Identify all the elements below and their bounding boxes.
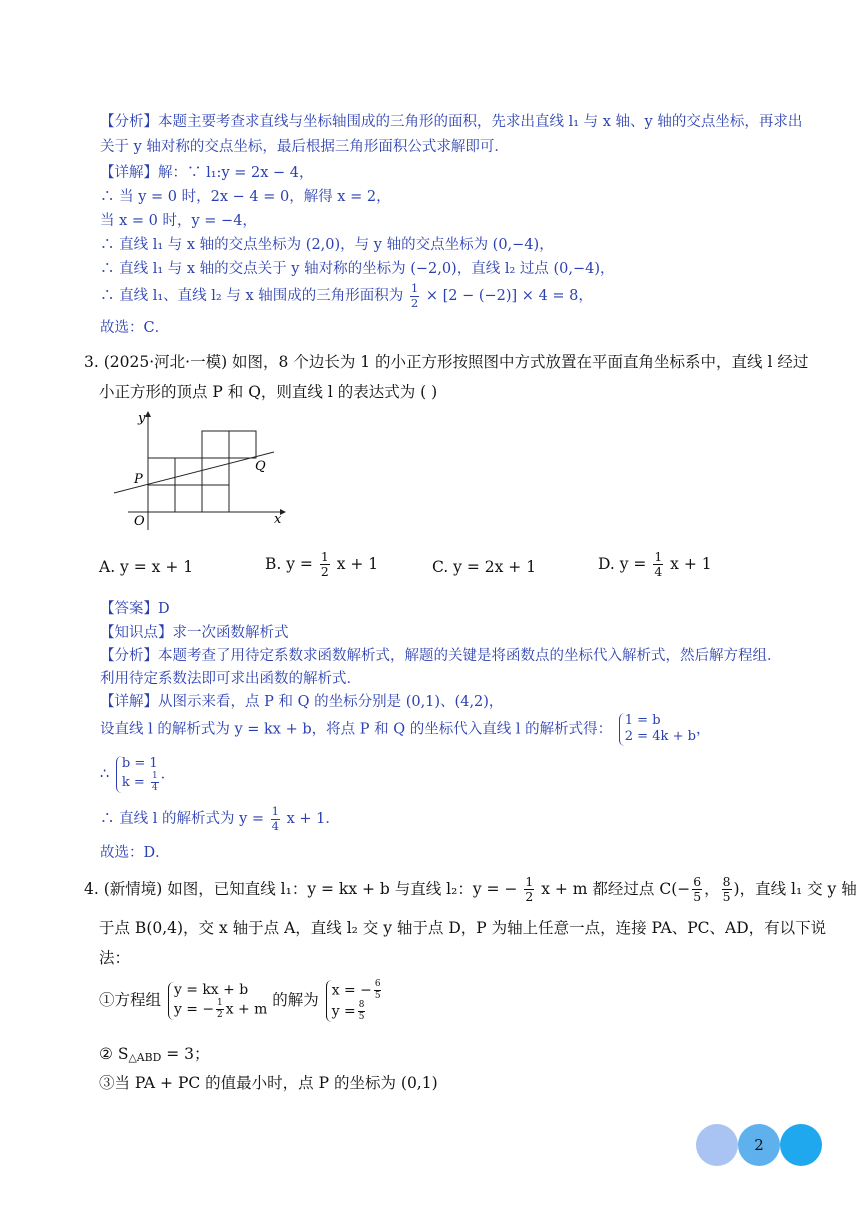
option-b-fraction: $\frac{1}{2}$ bbox=[320, 549, 329, 580]
detail-6-text: ∴ 直线 l₁、直线 l₂ 与 x 轴围成的三角形面积为 bbox=[100, 288, 404, 305]
q3-analysis-line-2: 利用待定系数法即可求出函数的解析式． bbox=[100, 671, 361, 687]
q3-detail-line-3: ∴ b = 1 k = $\frac{1}{4}$ ． bbox=[100, 756, 176, 794]
choose-line: 故选：C． bbox=[100, 320, 170, 336]
analysis-line-1: 【分析】本题主要考查求直线与坐标轴围成的三角形的面积，先求出直线 l₁ 与 x 轴、y 轴的交点坐标，再求出 bbox=[100, 114, 803, 130]
page-number: 2 bbox=[754, 1136, 764, 1154]
option-c: C. y = 2x + 1 bbox=[432, 558, 537, 576]
detail-line-5: ∴ 直线 l₁ 与 x 轴的交点关于 y 轴对称的坐标为 (−2,0)，直线 l₂ 过点 (0,−4)， bbox=[100, 261, 615, 277]
q4-stem-line-1: 4. (新情境) 如图，已知直线 l₁：y = kx + b 与直线 l₂：y = − $\frac{1}{2}$ x + m 都经过点 C(− $\frac{6}{5}$ ， $\frac{8}{5}$ )，直线 l₁ 交 y 轴 bbox=[84, 874, 857, 905]
half-fraction: $\frac{1}{2}$ bbox=[410, 281, 419, 310]
q3-detail-line-2: 设直线 l 的解析式为 y = kx + b，将点 P 和 Q 的坐标代入直线 l 的解析式得： 1 = b 2 = 4k + b ， bbox=[100, 713, 711, 745]
fig-label-x: x bbox=[274, 512, 282, 527]
fig-label-y: y bbox=[138, 411, 146, 426]
q3-stem-line-1: 3. (2025·河北·一模) 如图，8 个边长为 1 的小正方形按照图中方式放置在平面直角坐标系中，直线 l 经过 bbox=[84, 353, 809, 371]
q4-stem-line-3: 法： bbox=[99, 949, 131, 967]
option-d: D. y = $\frac{1}{4}$ x + 1 bbox=[598, 549, 712, 580]
q4-stem-line-2: 于点 B(0,4)，交 x 轴于点 A，直线 l₂ 交 y 轴于点 D，P 为轴上任意一点，连接 PA、PC、AD，有以下说 bbox=[99, 919, 827, 937]
q3-result-line: ∴ 直线 l 的解析式为 y = $\frac{1}{4}$ x + 1． bbox=[100, 804, 340, 833]
q3-grid-figure bbox=[108, 408, 290, 533]
q3-answer: 【答案】D bbox=[100, 601, 170, 617]
detail-6-tail: × [2 − (−2)] × 4 = 8， bbox=[425, 288, 593, 305]
fig-label-p: P bbox=[134, 472, 143, 487]
result-fraction: $\frac{1}{4}$ bbox=[271, 804, 280, 833]
page-circle-right bbox=[780, 1124, 822, 1166]
page-circle-left bbox=[696, 1124, 738, 1166]
q3-choose: 故选：D． bbox=[100, 845, 170, 861]
q3-detail-line-1: 【详解】从图示来看，点 P 和 Q 的坐标分别是 (0,1)、(4,2)， bbox=[100, 694, 504, 710]
q4-equation-system: y = kx + b y = − $\frac{1}{2}$ x + m bbox=[168, 982, 267, 1020]
q3-knowledge: 【知识点】求一次函数解析式 bbox=[100, 625, 289, 641]
option-a: A. y = x + 1 bbox=[99, 558, 194, 576]
detail-line-1: 【详解】解：∵ l₁:y = 2x − 4， bbox=[100, 165, 314, 181]
fig-label-q: Q bbox=[255, 459, 266, 474]
detail-line-2: ∴ 当 y = 0 时，2x − 4 = 0，解得 x = 2， bbox=[100, 189, 391, 205]
q4-statement-3: ③当 PA + PC 的值最小时，点 P 的坐标为 (0,1) bbox=[99, 1074, 438, 1092]
q3-stem-line-2: 小正方形的顶点 P 和 Q，则直线 l 的表达式为 ( ) bbox=[99, 383, 438, 401]
unit-squares bbox=[148, 431, 256, 512]
detail-line-4: ∴ 直线 l₁ 与 x 轴的交点坐标为 (2,0)，与 y 轴的交点坐标为 (0,−4)， bbox=[100, 237, 554, 253]
equation-system-2: b = 1 k = $\frac{1}{4}$ bbox=[116, 756, 161, 793]
q4-statement-2: ② S△ABD = 3； bbox=[99, 1045, 210, 1064]
detail-line-3: 当 x = 0 时，y = −4， bbox=[100, 213, 257, 229]
q4-solution-system: x = − $\frac{6}{5}$ y = $\frac{8}{5}$ bbox=[326, 980, 384, 1022]
option-d-fraction: $\frac{1}{4}$ bbox=[654, 549, 663, 580]
fig-label-o: O bbox=[134, 514, 145, 529]
q4-statement-1: ①方程组 y = kx + b y = − $\frac{1}{2}$ x + m 的解为 x = − $\frac{6}{5}$ y = $\frac{8}{5}$ bbox=[99, 980, 383, 1022]
q3-analysis-line-1: 【分析】本题考查了用待定系数求函数解析式，解题的关键是将函数点的坐标代入解析式，然后解方程组． bbox=[100, 648, 782, 664]
option-b: B. y = $\frac{1}{2}$ x + 1 bbox=[265, 549, 379, 580]
analysis-line-2: 关于 y 轴对称的交点坐标，最后根据三角形面积公式求解即可． bbox=[100, 139, 509, 155]
equation-system-1: 1 = b 2 = 4k + b bbox=[619, 713, 696, 746]
detail-line-6 bbox=[100, 283, 593, 309]
